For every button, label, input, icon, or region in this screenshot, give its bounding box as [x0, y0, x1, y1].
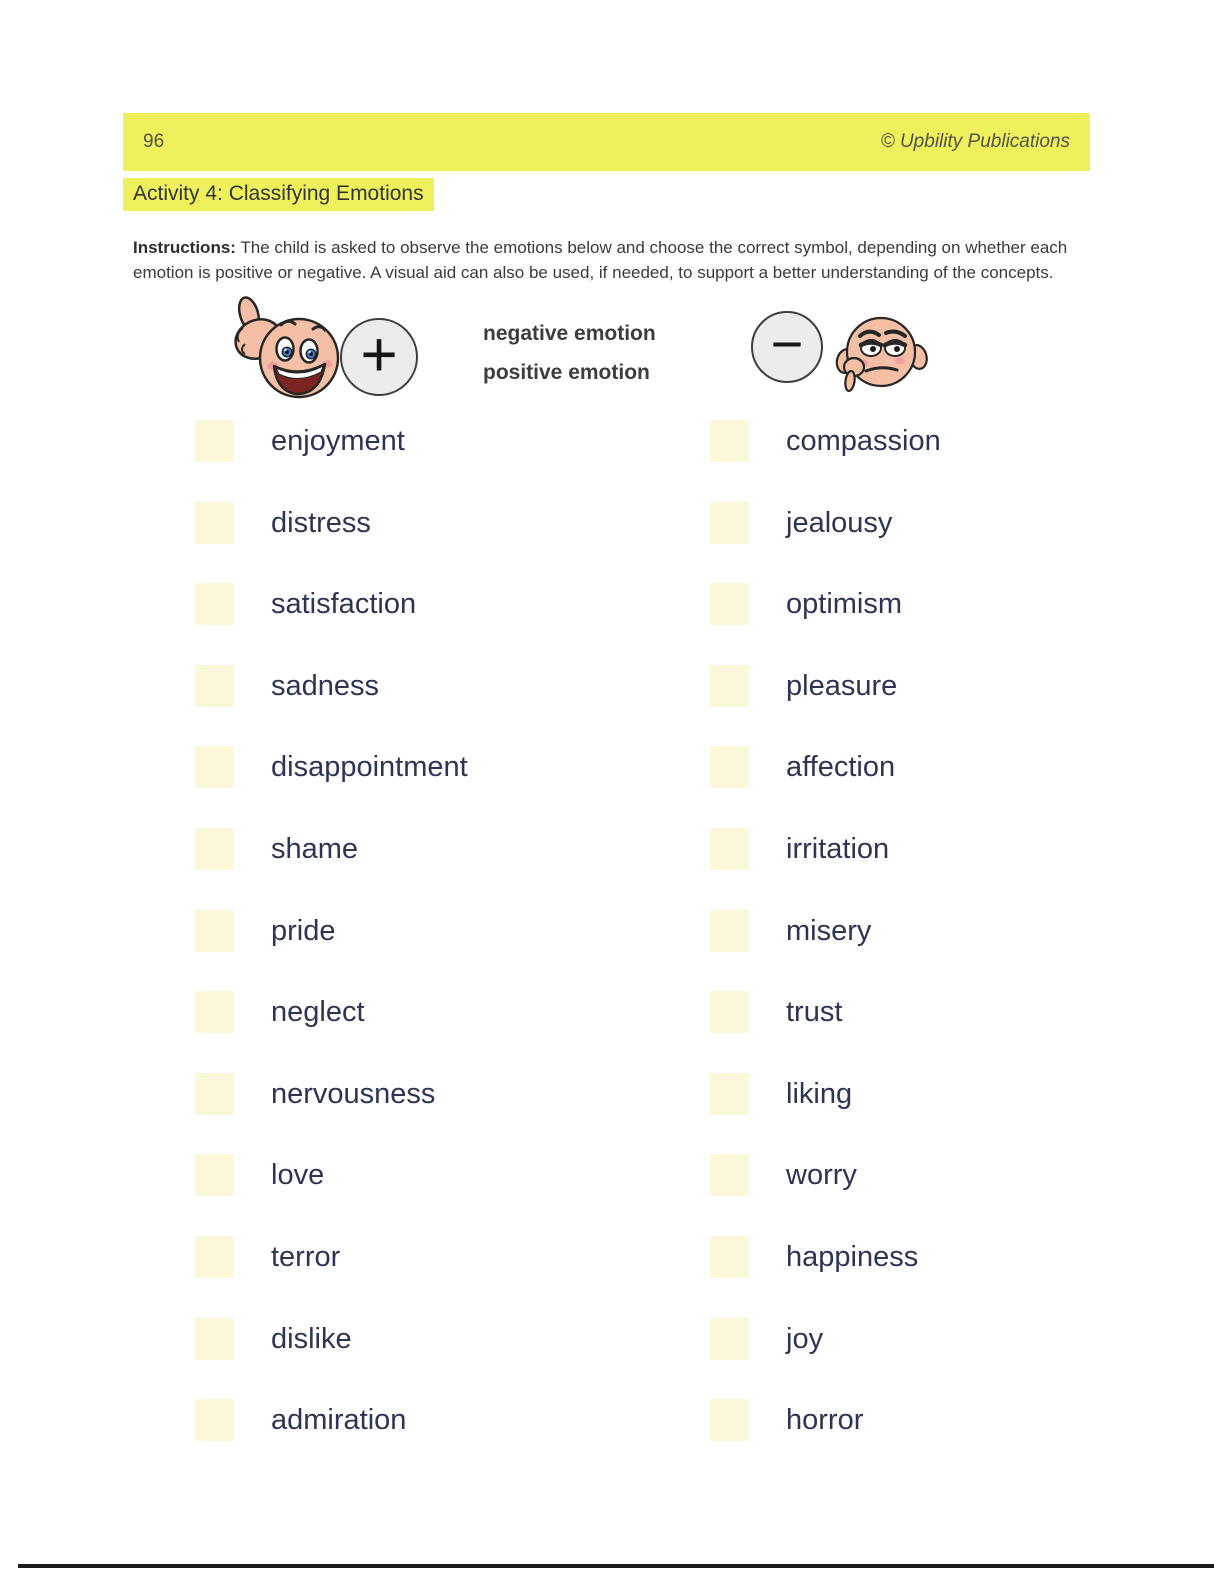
emotion-row — [195, 1399, 406, 1441]
emotion-row — [710, 502, 892, 544]
emotion-row — [710, 1236, 918, 1278]
answer-box[interactable] — [195, 502, 234, 544]
emotion-row — [195, 1073, 435, 1115]
instructions-paragraph — [133, 236, 1108, 285]
thumbs-up-happy-face-icon — [225, 292, 343, 404]
emotion-row — [710, 665, 897, 707]
emotion-row — [710, 583, 902, 625]
answer-box[interactable] — [710, 502, 749, 544]
emotion-label: misery — [786, 914, 872, 947]
answer-box[interactable] — [195, 1236, 234, 1278]
emotion-row — [195, 420, 405, 462]
emotion-label: love — [271, 1158, 325, 1191]
plus-sign: + — [360, 318, 398, 390]
emotion-label: liking — [786, 1077, 853, 1110]
emotion-label: dislike — [271, 1322, 352, 1355]
emotion-label: neglect — [271, 995, 365, 1028]
emotion-row — [195, 1236, 340, 1278]
answer-box[interactable] — [195, 583, 234, 625]
answer-box[interactable] — [710, 420, 749, 462]
answer-box[interactable] — [195, 910, 234, 952]
emotion-label: optimism — [786, 587, 903, 620]
answer-box[interactable] — [195, 1154, 234, 1196]
legend-labels — [483, 314, 656, 392]
answer-box[interactable] — [195, 665, 234, 707]
answer-box[interactable] — [195, 746, 234, 788]
emotion-label: disappointment — [271, 750, 468, 783]
answer-box[interactable] — [710, 910, 749, 952]
answer-box[interactable] — [710, 828, 749, 870]
activity-title: Activity 4: Classifying Emotions — [123, 178, 434, 211]
plus-symbol-icon — [340, 318, 418, 396]
emotion-row — [710, 1399, 863, 1441]
emotion-label: happiness — [786, 1240, 919, 1273]
answer-box[interactable] — [195, 1073, 234, 1115]
emotion-label: trust — [786, 995, 843, 1028]
answer-box[interactable] — [710, 746, 749, 788]
answer-box[interactable] — [195, 1399, 234, 1441]
emotion-row — [710, 828, 889, 870]
emotion-label: distress — [271, 506, 371, 539]
minus-symbol-icon — [751, 311, 823, 383]
answer-box[interactable] — [710, 1073, 749, 1115]
emotion-row — [195, 665, 379, 707]
emotion-row — [195, 502, 371, 544]
emotion-row — [195, 583, 416, 625]
negative-emotion-label: negative emotion — [483, 322, 656, 345]
emotion-label: irritation — [786, 832, 890, 865]
emotion-label: joy — [786, 1322, 824, 1355]
answer-box[interactable] — [195, 1318, 234, 1360]
emotion-row — [710, 746, 895, 788]
emotion-label: affection — [786, 750, 896, 783]
emotion-row — [195, 991, 365, 1033]
positive-emotion-label: positive emotion — [483, 361, 650, 384]
page-number: 96 — [143, 131, 165, 152]
emotion-label: horror — [786, 1403, 864, 1436]
page-bottom-edge — [18, 1564, 1214, 1568]
answer-box[interactable] — [710, 991, 749, 1033]
answer-box[interactable] — [710, 1399, 749, 1441]
emotion-label: terror — [271, 1240, 341, 1273]
minus-sign: − — [770, 311, 804, 375]
copyright-text: © Upbility Publications — [880, 131, 1070, 152]
answer-box[interactable] — [710, 1154, 749, 1196]
answer-box[interactable] — [195, 420, 234, 462]
answer-box[interactable] — [710, 1318, 749, 1360]
emotion-row — [195, 1154, 324, 1196]
emotion-row — [195, 828, 358, 870]
answer-box[interactable] — [710, 1236, 749, 1278]
emotion-label: satisfaction — [271, 587, 417, 620]
instructions-text: The child is asked to observe the emotions below and choose the correct symbol, depending on whether each emotion is positive or negative. A visual aid can also be used, if needed, to support a better understanding of the concepts. — [133, 238, 1068, 282]
emotion-row — [195, 1318, 352, 1360]
emotion-row — [710, 420, 941, 462]
emotion-row — [710, 910, 871, 952]
emotion-row — [710, 1154, 857, 1196]
emotion-label: worry — [786, 1158, 857, 1191]
emotion-row — [195, 910, 336, 952]
emotion-label: pride — [271, 914, 336, 947]
emotion-label: admiration — [271, 1403, 407, 1436]
thumbs-down-grumpy-face-icon — [833, 308, 929, 400]
emotion-label: enjoyment — [271, 424, 405, 457]
emotion-label: nervousness — [271, 1077, 436, 1110]
emotion-row — [710, 1318, 823, 1360]
instructions-label: Instructions: — [133, 238, 236, 257]
answer-box[interactable] — [195, 828, 234, 870]
emotion-label: compassion — [786, 424, 941, 457]
emotion-label: shame — [271, 832, 359, 865]
emotion-label: jealousy — [786, 506, 893, 539]
emotion-row — [710, 1073, 852, 1115]
emotion-label: pleasure — [786, 669, 898, 702]
answer-box[interactable] — [710, 665, 749, 707]
emotion-row — [710, 991, 842, 1033]
page-header-bar — [123, 113, 1090, 171]
answer-box[interactable] — [710, 583, 749, 625]
answer-box[interactable] — [195, 991, 234, 1033]
emotion-label: sadness — [271, 669, 380, 702]
emotion-row — [195, 746, 468, 788]
